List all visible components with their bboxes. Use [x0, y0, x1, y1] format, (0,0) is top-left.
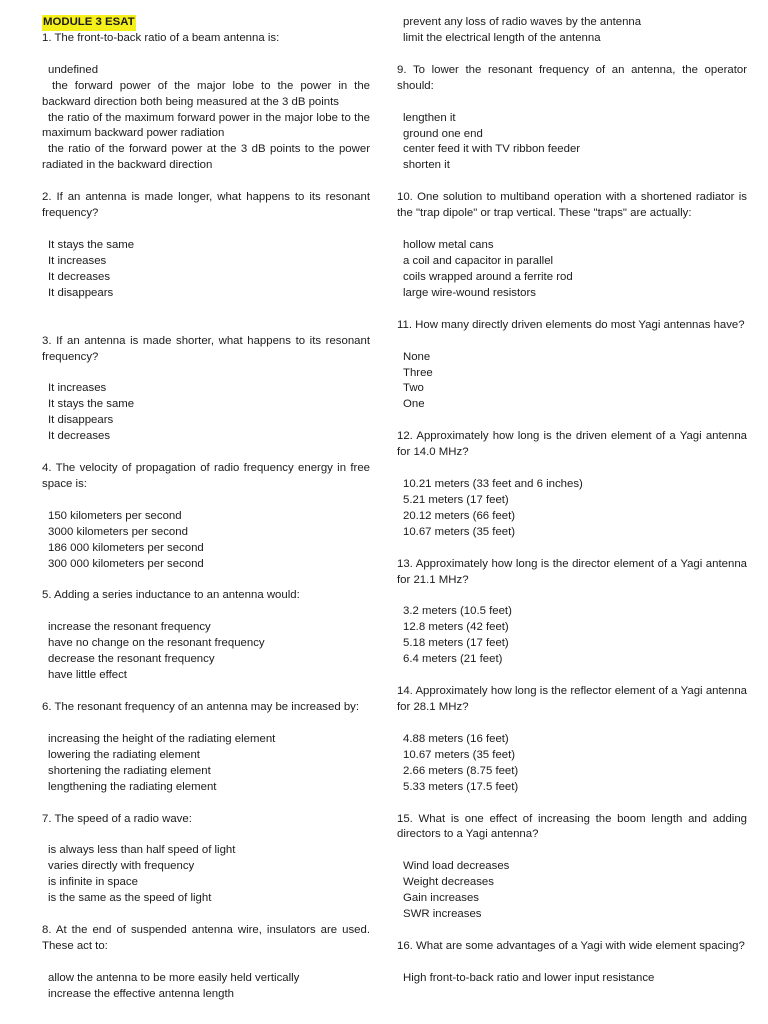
- question-13: 13. Approximately how long is the director element of a Yagi antenna for 21.1 MHz?: [397, 557, 747, 586]
- q12-option-b: 5.21 meters (17 feet): [403, 493, 509, 506]
- q4-option-d: 300 000 kilometers per second: [48, 557, 204, 570]
- q1-option-b: the forward power of the major lobe to the power in the backward direction both being measured at the 3 dB points: [42, 79, 370, 108]
- q5-option-c: decrease the resonant frequency: [48, 653, 215, 666]
- q3-option-a: It increases: [48, 382, 107, 395]
- question-16: 16. What are some advantages of a Yagi with wide element spacing?: [397, 939, 745, 952]
- question-12: 12. Approximately how long is the driven element of a Yagi antenna for 14.0 MHz?: [397, 430, 747, 459]
- left-column: [42, 15, 370, 1003]
- q11-option-c: Two: [403, 382, 424, 395]
- q3-option-d: It decreases: [48, 430, 111, 443]
- q3-option-c: It disappears: [48, 414, 114, 427]
- question-15: 15. What is one effect of increasing the boom length and adding directors to a Yagi antenna?: [397, 812, 747, 841]
- q13-option-d: 6.4 meters (21 feet): [403, 653, 503, 666]
- question-1: 1. The front-to-back ratio of a beam antenna is:: [42, 31, 280, 44]
- question-12-options: [397, 477, 747, 541]
- question-4: 4. The velocity of propagation of radio frequency energy in free space is:: [42, 462, 370, 490]
- q6-option-a: increasing the height of the radiating element: [48, 732, 276, 745]
- q13-option-c: 5.18 meters (17 feet): [403, 637, 509, 650]
- q9-option-b: ground one end: [403, 127, 483, 140]
- question-13-options: [397, 604, 747, 668]
- q4-option-b: 3000 kilometers per second: [48, 525, 188, 538]
- q11-option-a: None: [403, 350, 431, 363]
- question-6: 6. The resonant frequency of an antenna may be increased by:: [42, 701, 360, 713]
- q14-option-d: 5.33 meters (17.5 feet): [403, 780, 519, 793]
- question-3-options: [42, 381, 370, 445]
- q1-option-c: the ratio of the maximum forward power in the major lobe to the maximum backward power radiation: [42, 111, 370, 140]
- q9-option-d: shorten it: [403, 159, 450, 172]
- q14-option-b: 10.67 meters (35 feet): [403, 748, 516, 761]
- question-3: 3. If an antenna is made shorter, what happens to its resonant frequency?: [42, 334, 370, 363]
- question-11: 11. How many directly driven elements do most Yagi antennas have?: [397, 318, 745, 331]
- q7-option-b: varies directly with frequency: [48, 860, 195, 873]
- q5-option-a: increase the resonant frequency: [48, 621, 211, 634]
- question-7: 7. The speed of a radio wave:: [42, 812, 192, 825]
- q14-option-a: 4.88 meters (16 feet): [403, 732, 509, 745]
- q7-option-a: is always less than half speed of light: [48, 844, 236, 857]
- q12-option-c: 20.12 meters (66 feet): [403, 509, 516, 522]
- q8-option-c: prevent any loss of radio waves by the antenna: [403, 16, 642, 28]
- q13-option-a: 3.2 meters (10.5 feet): [403, 605, 512, 618]
- question-9: 9. To lower the resonant frequency of an antenna, the operator should:: [397, 63, 747, 92]
- question-2: 2. If an antenna is made longer, what happens to its resonant frequency?: [42, 191, 370, 220]
- q11-option-d: One: [403, 398, 425, 411]
- q6-option-d: lengthening the radiating element: [48, 780, 217, 793]
- q1-option-d: the ratio of the forward power at the 3 dB points to the power radiated in the backward direction: [42, 143, 370, 172]
- q2-option-b: It increases: [48, 254, 107, 267]
- q16-option-a: High front-to-back ratio and lower input resistance: [403, 971, 655, 984]
- question-8: 8. At the end of suspended antenna wire, insulators are used. These act to:: [42, 924, 370, 952]
- q10-option-a: hollow metal cans: [403, 239, 494, 252]
- right-column: [397, 15, 747, 987]
- question-16-options: [397, 971, 747, 987]
- question-1-options: [42, 63, 370, 174]
- question-5-options: [42, 620, 370, 684]
- q10-option-b: a coil and capacitor in parallel: [403, 254, 554, 267]
- q15-option-b: Weight decreases: [403, 876, 494, 889]
- q2-option-d: It disappears: [48, 286, 114, 299]
- question-4-options: [42, 509, 370, 573]
- q15-option-d: SWR increases: [403, 908, 482, 921]
- q6-option-b: lowering the radiating element: [48, 748, 200, 761]
- q9-option-a: lengthen it: [403, 111, 456, 124]
- q14-option-c: 2.66 meters (8.75 feet): [403, 764, 519, 777]
- q13-option-b: 12.8 meters (42 feet): [403, 621, 509, 634]
- question-9-options: [397, 111, 747, 175]
- q6-option-c: shortening the radiating element: [48, 764, 211, 777]
- q10-option-c: coils wrapped around a ferrite rod: [403, 270, 573, 283]
- question-5: 5. Adding a series inductance to an antenna would:: [42, 589, 300, 602]
- q15-option-c: Gain increases: [403, 892, 479, 905]
- q4-option-c: 186 000 kilometers per second: [48, 541, 204, 554]
- module-title: MODULE 3 ESAT: [42, 15, 136, 31]
- q15-option-a: Wind load decreases: [403, 860, 510, 873]
- q12-option-a: 10.21 meters (33 feet and 6 inches): [403, 478, 583, 491]
- q7-option-d: is the same as the speed of light: [48, 892, 212, 905]
- question-10-options: [397, 238, 747, 302]
- q10-option-d: large wire-wound resistors: [403, 286, 536, 299]
- q3-option-b: It stays the same: [48, 398, 135, 411]
- question-2-options: [42, 238, 370, 302]
- q2-option-c: It decreases: [48, 270, 111, 283]
- q1-option-a: undefined: [48, 63, 99, 76]
- question-14-options: [397, 732, 747, 796]
- q5-option-b: have no change on the resonant frequency: [48, 637, 265, 650]
- q11-option-b: Three: [403, 366, 433, 379]
- question-14: 14. Approximately how long is the reflector element of a Yagi antenna for 28.1 MHz?: [397, 685, 747, 713]
- q5-option-d: have little effect: [48, 669, 127, 682]
- question-10: 10. One solution to multiband operation with a shortened radiator is the "trap dipole" or trap vertical. These "traps" are actually:: [397, 191, 747, 220]
- q8-option-b: increase the effective antenna length: [48, 987, 234, 1000]
- question-8-options-continued: [397, 15, 747, 47]
- question-7-options: [42, 843, 370, 907]
- question-6-options: [42, 732, 370, 796]
- question-11-options: [397, 350, 747, 414]
- q2-option-a: It stays the same: [48, 238, 135, 251]
- q8-option-d: limit the electrical length of the antenna: [403, 31, 601, 44]
- q8-option-a: allow the antenna to be more easily held vertically: [48, 971, 300, 984]
- question-15-options: [397, 859, 747, 923]
- q7-option-c: is infinite in space: [48, 876, 138, 889]
- question-8-options: [42, 971, 370, 1003]
- q9-option-c: center feed it with TV ribbon feeder: [403, 143, 581, 156]
- q12-option-d: 10.67 meters (35 feet): [403, 525, 516, 538]
- q4-option-a: 150 kilometers per second: [48, 509, 182, 522]
